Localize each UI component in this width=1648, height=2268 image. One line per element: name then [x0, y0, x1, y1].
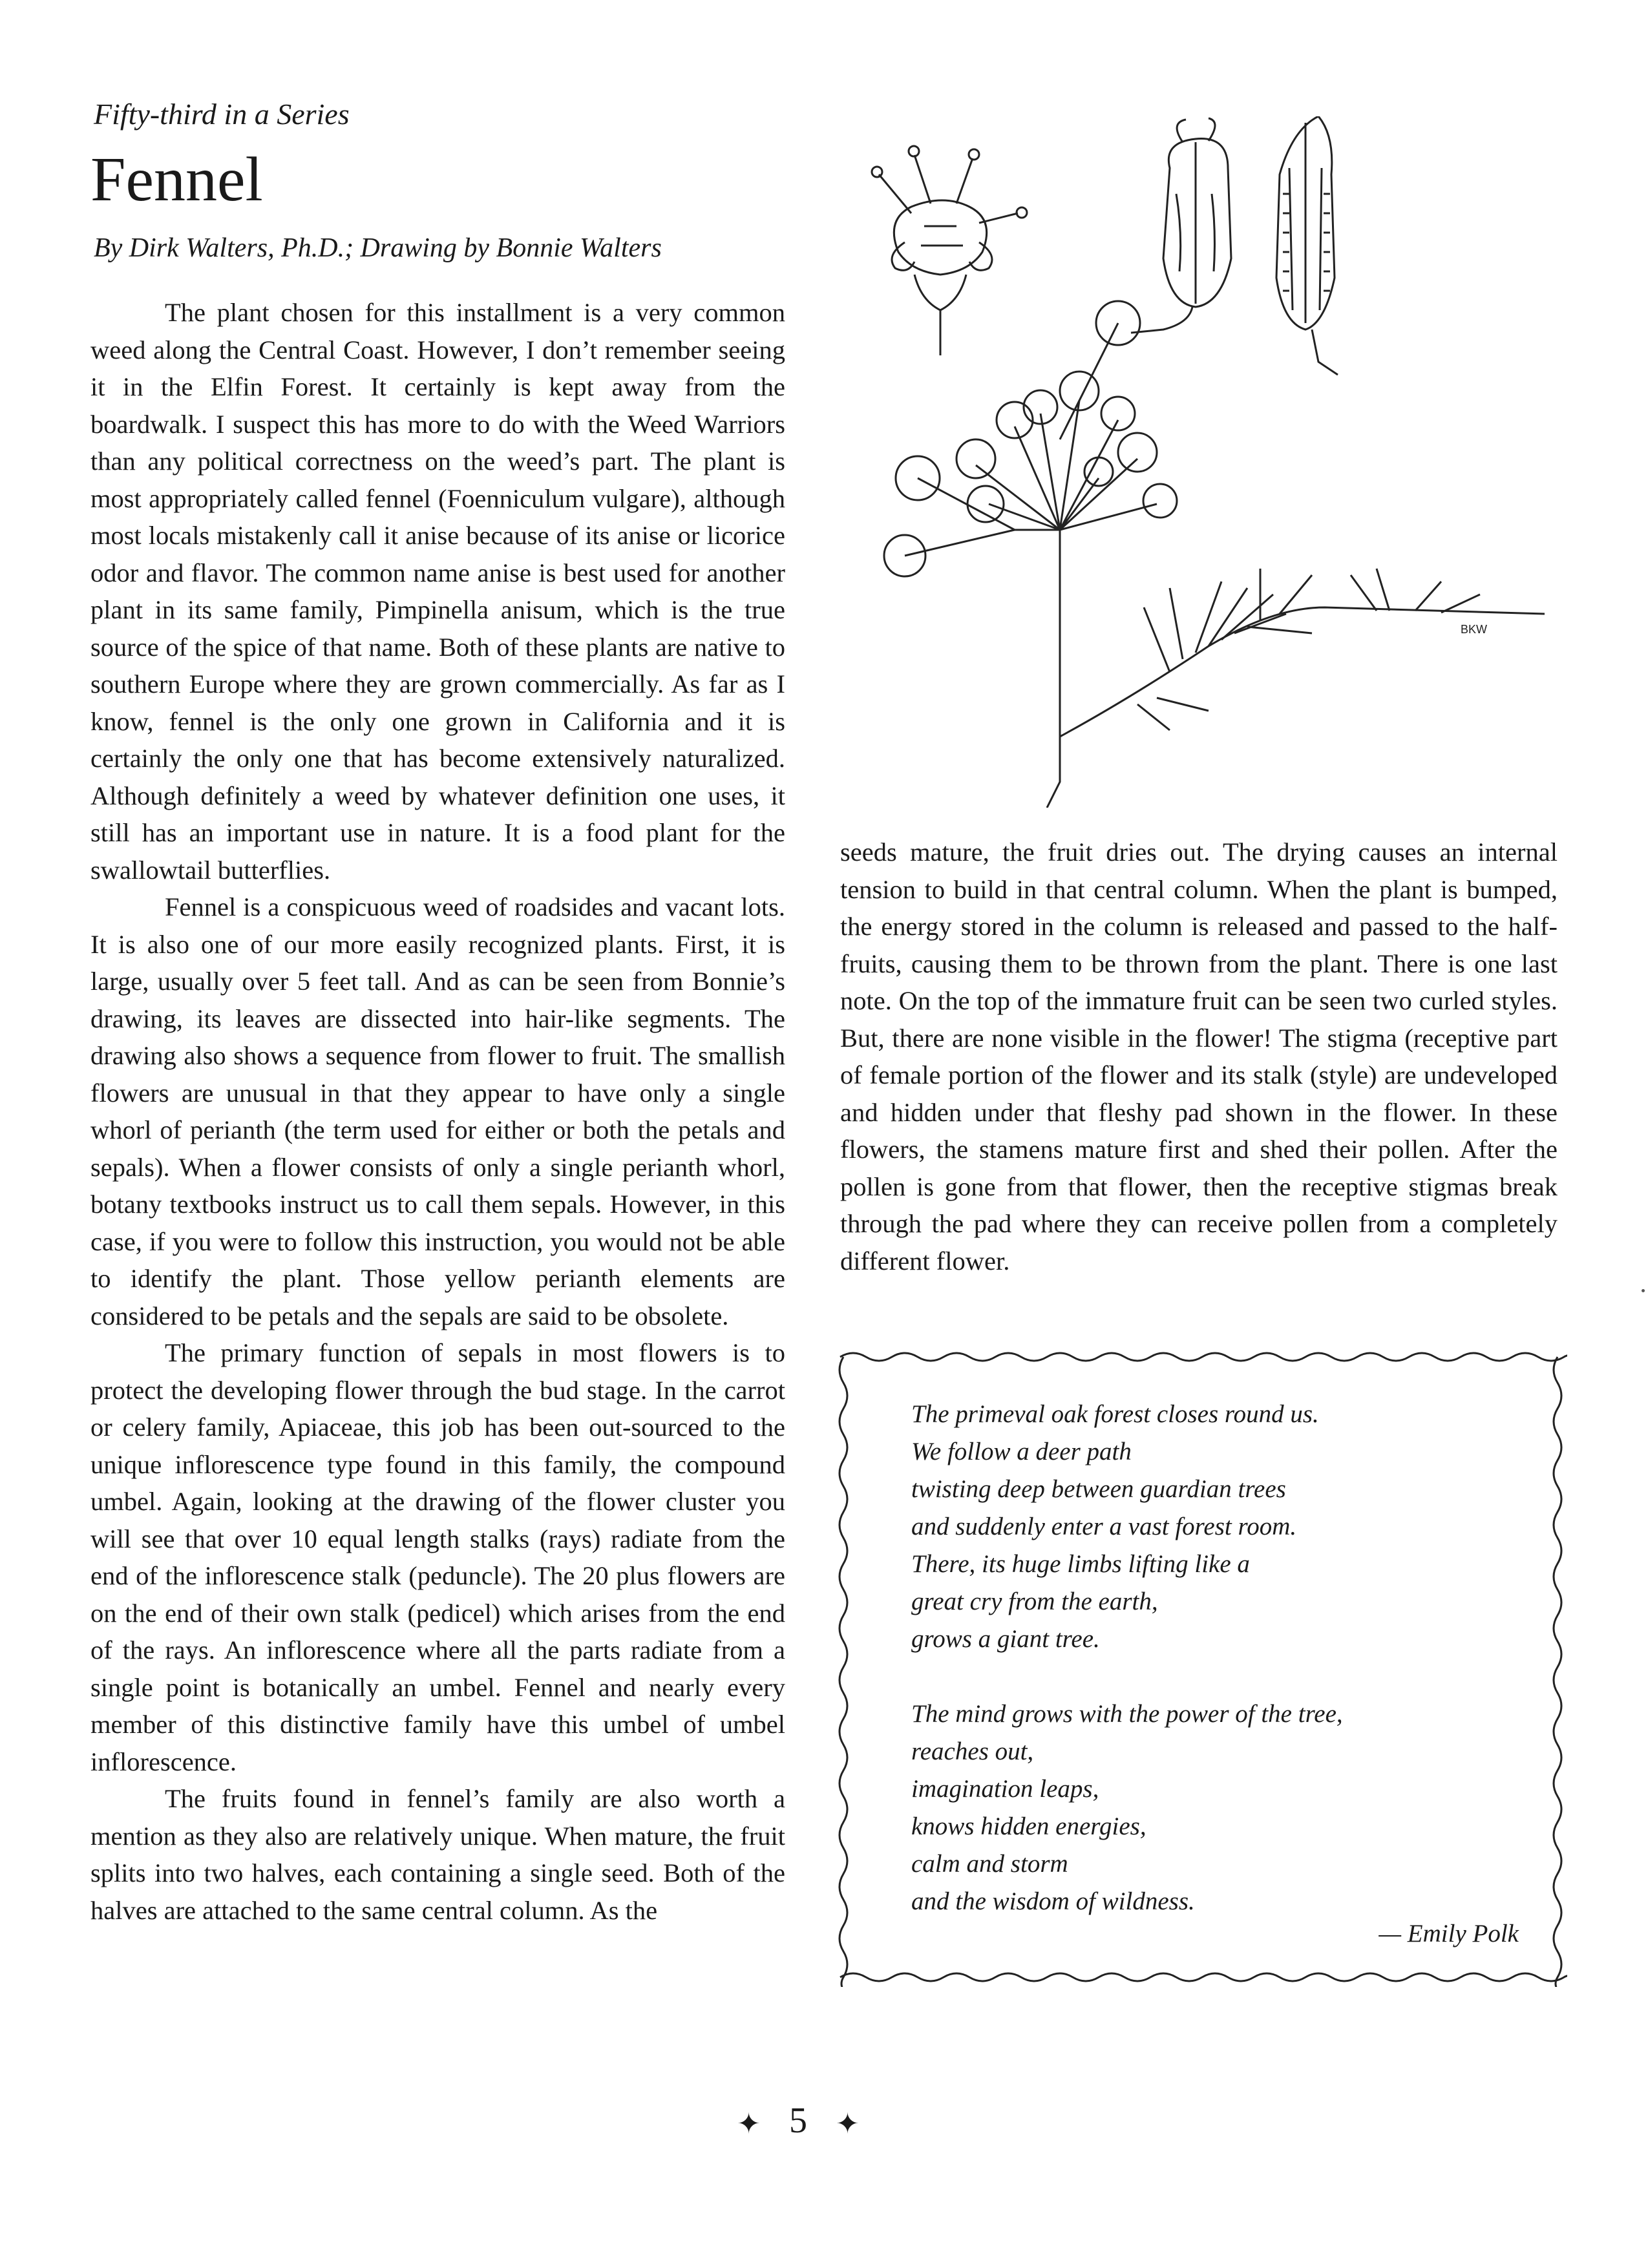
- poem-line: The mind grows with the power of the tree,: [911, 1700, 1343, 1728]
- paragraph: The primary function of sepals in most flowers is to protect the developing flower through the bud stage. In the carrot or celery family, Apiaceae, this job has been out-sourced to the unique inflorescence type found in this family, the compound umbel. Again, looking at the drawing of the flower cluster you will see that over 10 equal length stalks (rays) radiate from the end of the inflorescence stalk (peduncle). The 20 plus flowers are on the end of their own stalk (pedicel) which arises from the end of the rays. An inflorescence where all the parts radiate from a single point is botanically an umbel. Fennel and nearly every member of this distinctive family have this umbel of umbel inflorescence.: [90, 1338, 785, 1776]
- leaf-sketch: [1060, 569, 1545, 737]
- poem-line: We follow a deer path: [911, 1438, 1132, 1465]
- flower-sketch: [872, 146, 1027, 355]
- poem-line: imagination leaps,: [911, 1775, 1099, 1803]
- immature-fruit-sketch: [1131, 118, 1231, 333]
- poem-line: The primeval oak forest closes round us.: [911, 1400, 1319, 1428]
- byline: By Dirk Walters, Ph.D.; Drawing by Bonnie Walters: [94, 233, 662, 263]
- poem-box: [834, 1347, 1567, 1987]
- fennel-illustration: [860, 116, 1558, 808]
- poem-stanza: [911, 1396, 1532, 1658]
- paragraph-continuation: seeds mature, the fruit dries out. The drying causes an internal tension to build in that central column. When the plant is bumped, the energy stored in the column is released and passed to the half-fruits, causing them to be thrown from the plant. There is one last note. On the top of the immature fruit can be seen two curled styles. But, there are none visible in the flower! The stigma (receptive part of female portion of the flower and its stalk (style) are undeveloped and hidden under that fleshy pad shown in the flower. In these flowers, the stamens mature first and shed their pollen. After the pollen is gone from that flower, then the receptive stigmas break through the pad where they can receive pollen from a completely different flower.: [840, 837, 1558, 1276]
- paragraph: Fennel is a conspicuous weed of roadsides and vacant lots. It is also one of our more easily recognized plants. First, it is large, usually over 5 feet tall. And as can be seen from Bonnie’s drawing, its leaves are dissected into hair-like segments. The drawing also shows a sequence from flower to fruit. The smallish flowers are unusual in that they appear to have only a single whorl of perianth (the term used for either or both the petals and sepals). When a flower consists of only a single perianth whorl, botany textbooks instruct us to call them sepals. However, in this case, if you were to follow this instruction, you would not be able to identify the plant. Those yellow perianth elements are considered to be petals and the sepals are said to be obsolete.: [90, 892, 785, 1330]
- poem-line: reaches out,: [911, 1738, 1034, 1765]
- paragraph: The plant chosen for this installment is a very common weed along the Central Coast. However, I don’t remember seeing it in the Elfin Forest. It certainly is kept away from the boardwalk. I suspect this has more to do with the Weed Warriors than any political correctness on the weed’s part. The plant is most appropriately called fennel (Foenniculum vulgare), although most locals mistakenly call it anise because of its anise or licorice odor and flavor. The common name anise is best used for another plant in its same family, Pimpinella anisum, which is the true source of the spice of that name. Both of these plants are native to southern Europe where they are grown commercially. As far as I know, fennel is the only one grown in California and it is certainly the only one that has become extensively naturalized. Although definitely a weed by whatever definition one uses, it still has an important use in nature. It is a food plant for the swallowtail butterflies.: [90, 298, 785, 885]
- ornament-star-icon: ✦: [737, 2108, 761, 2140]
- mature-fruit-sketch: [1276, 116, 1338, 375]
- poem-line: and the wisdom of wildness.: [911, 1887, 1195, 1915]
- article-title: Fennel: [90, 145, 263, 215]
- paragraph: The fruits found in fennel’s family are also worth a mention as they also are relatively unique. When mature, the fruit splits into two halves, each containing a single seed. Both of the halves are attached to the same central column. As the: [90, 1784, 785, 1925]
- poem-line: and suddenly enter a vast forest room.: [911, 1513, 1297, 1540]
- poem-line: twisting deep between guardian trees: [911, 1475, 1286, 1503]
- poem-line: knows hidden energies,: [911, 1812, 1146, 1840]
- series-label: Fifty-third in a Series: [94, 98, 350, 131]
- scan-speck: [1642, 1289, 1645, 1292]
- poem: [911, 1396, 1532, 1953]
- article-body-left-column: [90, 294, 785, 1929]
- poem-line: great cry from the earth,: [911, 1588, 1158, 1615]
- poem-line: There, its huge limbs lifting like a: [911, 1550, 1250, 1578]
- poem-line: grows a giant tree.: [911, 1625, 1100, 1653]
- ornament-star-icon: ✦: [836, 2108, 860, 2140]
- poem-line: calm and storm: [911, 1850, 1068, 1878]
- page-footer: [714, 2100, 882, 2141]
- illustrator-signature: BKW: [1461, 623, 1488, 636]
- poem-author: — Emily Polk: [1379, 1920, 1519, 1948]
- page-number: 5: [789, 2101, 807, 2141]
- poem-stanza: [911, 1696, 1532, 1920]
- umbel-sketch: [884, 301, 1177, 808]
- article-body-right-column: [840, 834, 1558, 1279]
